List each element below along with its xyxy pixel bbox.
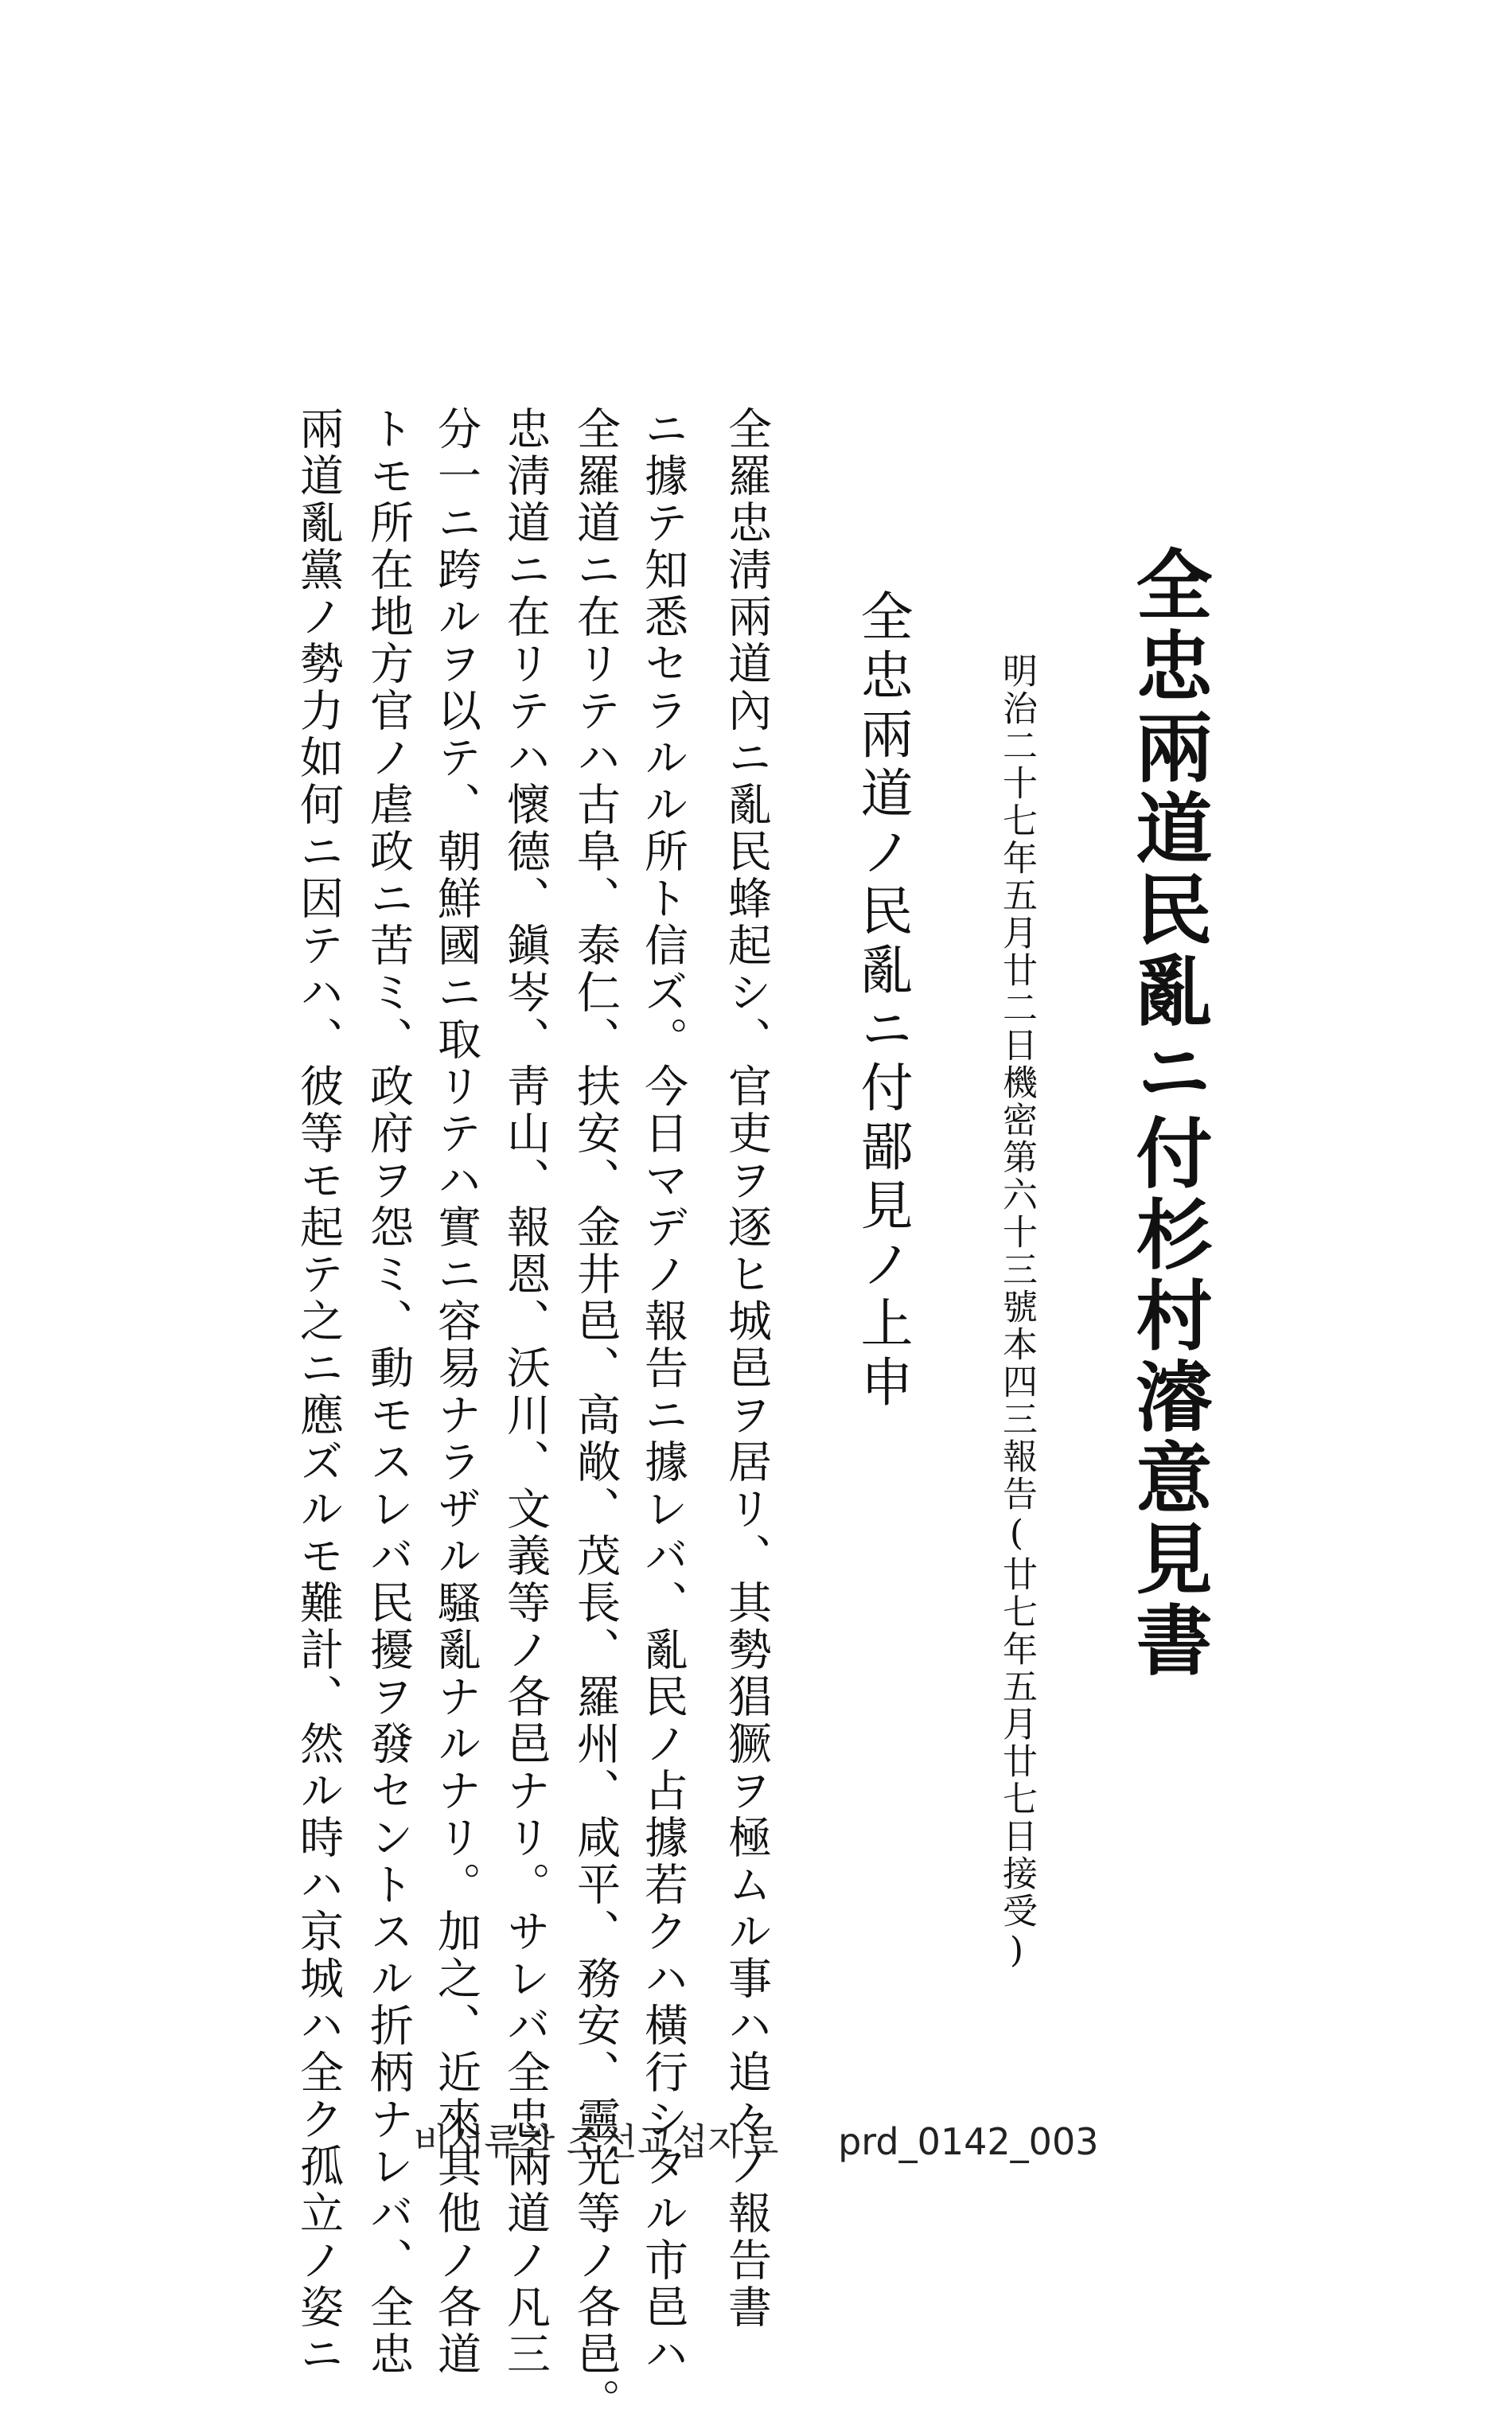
page-footer: [0, 2113, 1512, 2166]
body-line: 兩道亂黨ノ勢力如何ニ因テハ、彼等モ起テ之ニ應ズルモ難計、然ル時ハ京城ハ全ク孤立ノ姿ニ: [293, 406, 344, 2378]
body-line: 忠淸道ニ在リテハ懷德、鎭岑、靑山、報恩、沃川、文義等ノ各邑ナリ。サレバ全忠兩道ノ凡三: [500, 406, 551, 2378]
body-line: 全羅道ニ在リテハ古阜、泰仁、扶安、金井邑、高敞、茂長、羅州、咸平、務安、靈光等ノ各邑。: [570, 406, 621, 2425]
body-line: 分一ニ跨ルヲ以テ、朝鮮國ニ取リテハ實ニ容易ナラザル騷亂ナルナリ。加之、近來其他ノ各道: [431, 406, 481, 2378]
section-subtitle: 全忠兩道ノ民亂ニ付鄙見ノ上申: [851, 589, 913, 1413]
document-title: 全忠兩道民亂ニ付杉村濬意見書: [1124, 545, 1214, 1682]
body-line: 全羅忠淸兩道內ニ亂民蜂起シ、官吏ヲ逐ヒ城邑ヲ居リ、其勢猖獗ヲ極ムル事ハ追々ノ報告書: [721, 406, 772, 2331]
page-id-label: prd_0142_003: [838, 2120, 1099, 2163]
collection-label: 비서류찬 조선교섭자료: [413, 2120, 779, 2163]
dateline: 明治二十七年五月廿二日機密第六十三號本四三報告(廿七年五月廿七日接受): [996, 653, 1037, 1973]
body-line: トモ所在地方官ノ虐政ニ苦ミ、政府ヲ怨ミ、動モスレバ民擾ヲ發セントスル折柄ナレバ、全忠: [363, 406, 414, 2378]
body-line: ニ據テ知悉セラルル所ト信ズ。今日マデノ報告ニ據レバ、亂民ノ占據若クハ橫行シタル市邑ハ: [637, 406, 688, 2378]
